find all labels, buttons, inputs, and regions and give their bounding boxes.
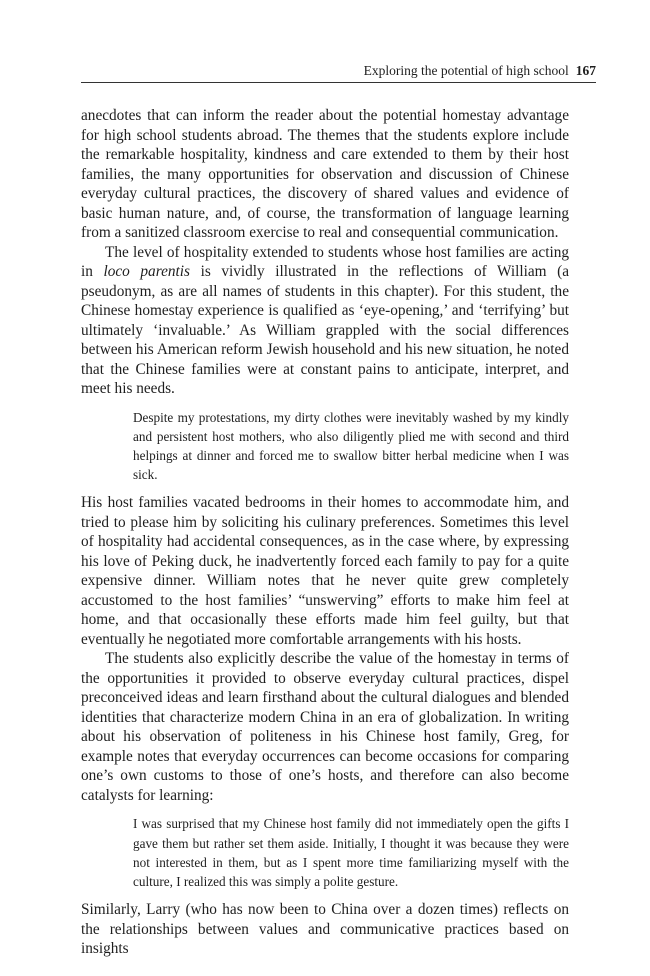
paragraph-5: Similarly, Larry (who has now been to China over a dozen times) reflects on the relationships between values and communicative practices based on insights <box>81 901 569 958</box>
page-number: 167 <box>575 63 596 78</box>
block-quote-william: Despite my protestations, my dirty clothes were inevitably washed by my kindly and persistent host mothers, who also diligently plied me with second and third helpings at dinner and forced me to swallow bitter herbal medicine when I was sick. <box>133 409 569 483</box>
block-quote-greg: I was surprised that my Chinese host family did not immediately open the gifts I gave them but rather set them aside. Initially, I thought it was because they were not interested in them, but as I spent more time familiarizing myself with the culture, I realized this was simply a polite gesture. <box>133 816 569 889</box>
paragraph-2-end: is vividly illustrated in the reflections of William (a pseudonym, as are all names of students in this chapter). For this student, the Chinese homestay experience is qualified as ‘eye-opening,’ and ‘terrifying’ but ultimately ‘invaluable.’ As William grappled with the social differences between his American reform Jewish household and his new situation, he noted that the Chinese families were at constant pains to anticipate, interpret, and meet his needs. <box>81 263 569 397</box>
paragraph-3: His host families vacated bedrooms in their homes to accommodate him, and tried to please him by soliciting his culinary preferences. Sometimes this level of hospitality had accidental consequences, as in the case where, by expressing his love of Peking duck, he inadvertently forced each family to pay for a quite expensive dinner. William notes that he never quite grew completely accustomed to the host families’ “unswerving” efforts to make him feel at home, and that occasionally these efforts made him feel guilty, but that eventually he negotiated more comfortable arrangements with his hosts. <box>81 494 569 648</box>
paragraph-4: The students also explicitly describe the value of the homestay in terms of the opportunities it provided to observe everyday cultural practices, dispel preconceived ideas and learn firsthand about the cultural dialogues and blended identities that characterize modern China in an era of globalization. In writing about his observation of politeness in his Chinese host family, Greg, for example notes that everyday occurrences can become occasions for comparing one’s own customs to those of one’s hosts, and therefore can also become catalysts for learning: <box>81 650 569 804</box>
running-head <box>81 60 596 83</box>
paragraph-1: anecdotes that can inform the reader about the potential homestay advantage for high school students abroad. The themes that the students explore include the remarkable hospitality, kindness and care extended to them by their host families, the many opportunities for observation and discussion of Chinese everyday cultural practices, the discovery of shared values and evidence of basic human nature, and, of course, the transformation of language learning from a sanitized classroom exercise to real and consequential communication. <box>81 107 569 241</box>
paragraph-2-start: The level of hospitality extended to students whose host families are acting in <box>81 243 569 280</box>
body-text <box>81 106 569 959</box>
latin-phrase: loco parentis <box>103 263 190 280</box>
paragraph-2 <box>81 243 569 399</box>
running-title: Exploring the potential of high school <box>363 63 569 78</box>
